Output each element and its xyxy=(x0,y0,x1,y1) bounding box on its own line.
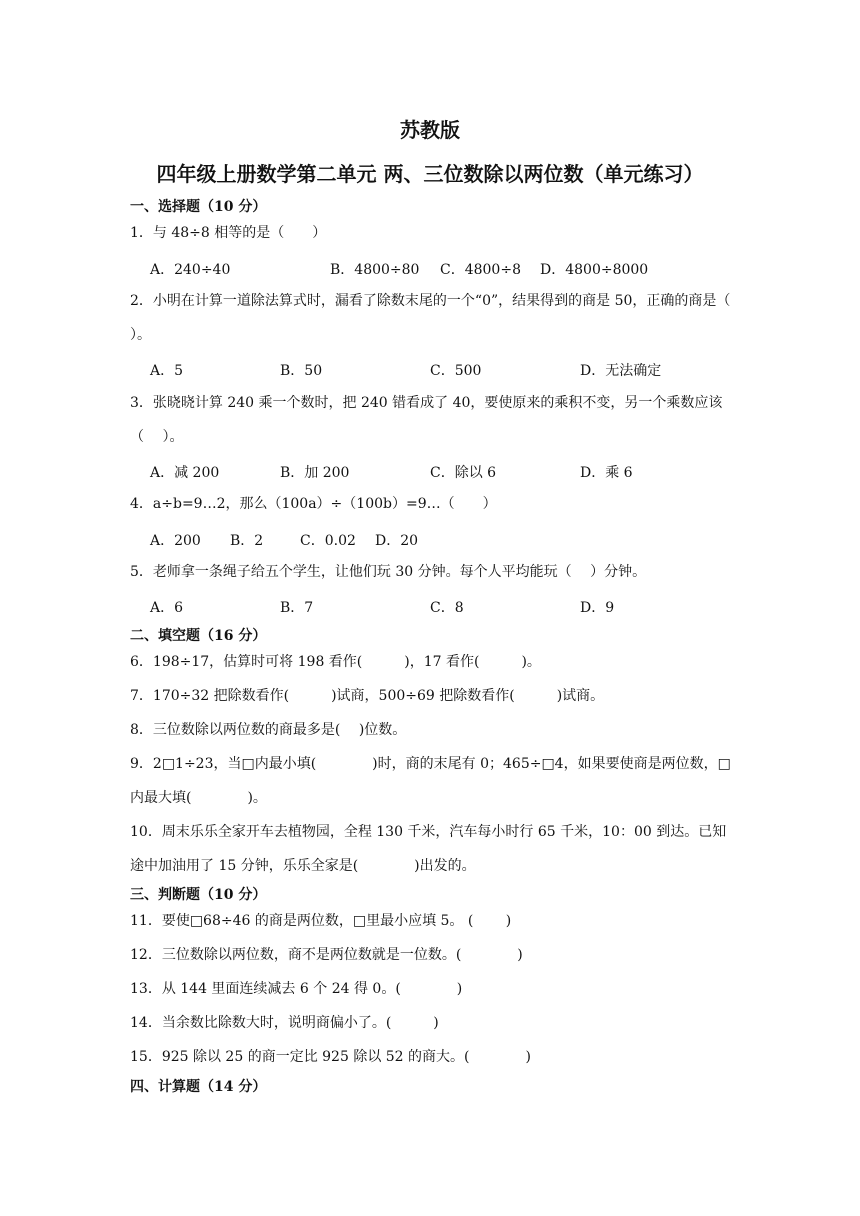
question-5-options xyxy=(150,597,750,617)
section-heading-choice: 一、选择题（10 分） xyxy=(130,199,267,215)
option-a: A．减 200 xyxy=(150,465,220,481)
option-a: A．200 xyxy=(150,533,201,549)
option-b: B．加 200 xyxy=(280,465,350,481)
option-b: B．4800÷80 xyxy=(330,262,420,278)
question-12: 12．三位数除以两位数，商不是两位数就是一位数。( ) xyxy=(130,947,523,963)
question-8: 8．三位数除以两位数的商最多是( )位数。 xyxy=(130,722,407,738)
option-c: C．4800÷8 xyxy=(440,262,521,278)
option-d: D．4800÷8000 xyxy=(540,262,649,278)
question-2-options xyxy=(150,360,750,380)
option-c: C．0.02 xyxy=(300,533,356,549)
question-1-options xyxy=(150,259,750,279)
question-15: 15．925 除以 25 的商一定比 925 除以 52 的商大。( ) xyxy=(130,1049,531,1065)
option-d: D．20 xyxy=(375,533,419,549)
question-6: 6．198÷17，估算时可将 198 看作( )，17 看作( )。 xyxy=(130,654,541,670)
question-4: 4．a÷b=9…2，那么（100a）÷（100b）=9…（ ） xyxy=(130,496,497,512)
section-heading-judge: 三、判断题（10 分） xyxy=(130,887,267,903)
question-10: 10．周末乐乐全家开车去植物园，全程 130 千米，汽车每小时行 65 千米，10：00 到达。已知途中加油用了 15 分钟，乐乐全家是( )出发的。 xyxy=(130,824,727,874)
question-7: 7．170÷32 把除数看作( )试商，500÷69 把除数看作( )试商。 xyxy=(130,688,605,704)
question-1: 1．与 48÷8 相等的是（ ） xyxy=(130,225,327,241)
section-heading-fill: 二、填空题（16 分） xyxy=(130,628,267,644)
section-heading-calc: 四、计算题（14 分） xyxy=(130,1079,267,1095)
option-b: B．50 xyxy=(280,363,323,379)
option-d: D．无法确定 xyxy=(580,363,662,379)
option-d: D．9 xyxy=(580,600,615,616)
option-c: C．8 xyxy=(430,600,464,616)
question-3-options xyxy=(150,462,750,482)
question-13: 13．从 144 里面连续减去 6 个 24 得 0。( ) xyxy=(130,981,463,997)
question-14: 14．当余数比除数大时，说明商偏小了。( ) xyxy=(130,1015,439,1031)
option-a: A．5 xyxy=(150,363,184,379)
option-c: C．除以 6 xyxy=(430,465,497,481)
question-4-options xyxy=(150,530,750,550)
question-3: 3．张晓晓计算 240 乘一个数时，把 240 错看成了 40，要使原来的乘积不变，另一个乘数应该（ ）。 xyxy=(130,395,723,445)
question-5: 5．老师拿一条绳子给五个学生，让他们玩 30 分钟。每个人平均能玩（ ）分钟。 xyxy=(130,564,647,580)
option-d: D．乘 6 xyxy=(580,465,633,481)
option-c: C．500 xyxy=(430,363,482,379)
question-9: 9．2□1÷23，当□内最小填( )时，商的末尾有 0；465÷□4，如果要使商是两位数，□内最大填( )。 xyxy=(130,756,731,806)
option-a: A．6 xyxy=(150,600,184,616)
option-b: B．7 xyxy=(280,600,314,616)
option-a: A．240÷40 xyxy=(150,262,231,278)
publisher-title: 苏教版 xyxy=(400,118,460,142)
worksheet-title: 四年级上册数学第二单元 两、三位数除以两位数（单元练习） xyxy=(156,162,704,186)
option-b: B．2 xyxy=(230,533,264,549)
question-11: 11．要使□68÷46 的商是两位数，□里最小应填 5。 ( ) xyxy=(130,913,512,929)
question-2: 2．小明在计算一道除法算式时，漏看了除数末尾的一个“0”，结果得到的商是 50，正确的商是（ ）。 xyxy=(130,293,749,343)
